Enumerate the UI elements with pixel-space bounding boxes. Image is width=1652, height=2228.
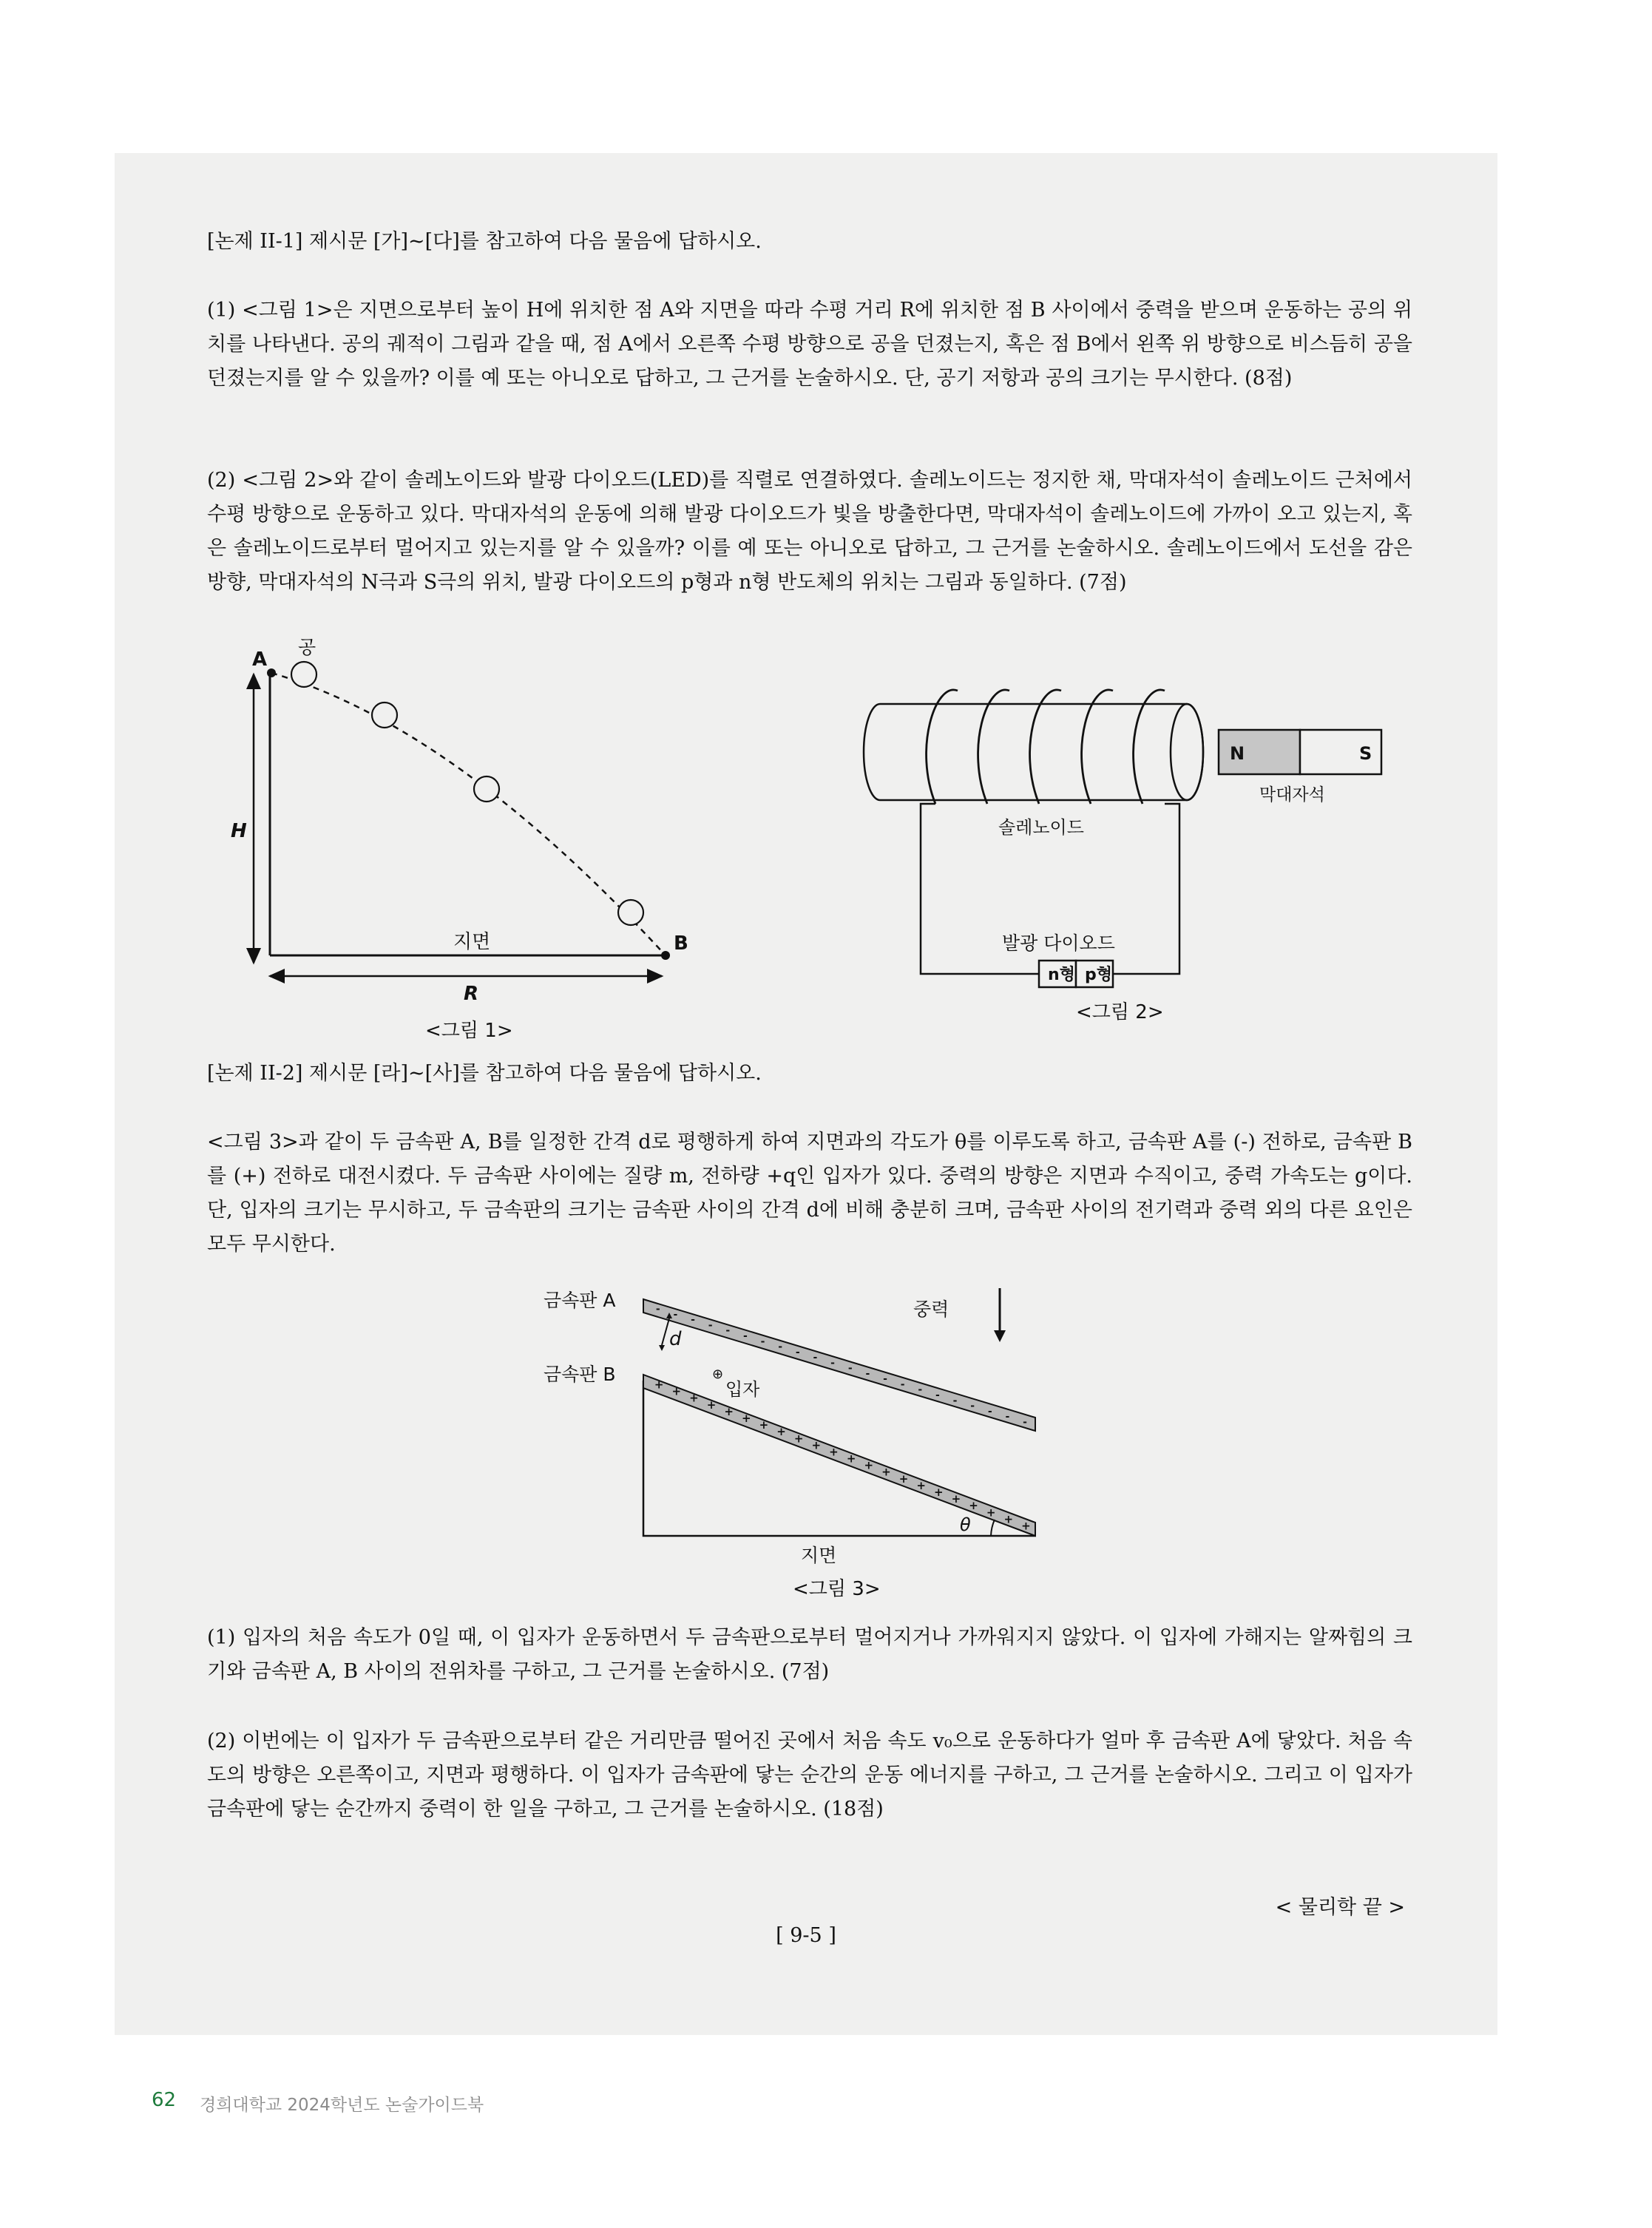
minus-charge: - — [883, 1373, 887, 1386]
label-led: 발광 다이오드 — [1002, 932, 1115, 954]
plus-charge: + — [793, 1432, 804, 1446]
plus-charge: + — [829, 1445, 839, 1459]
plus-charge: + — [742, 1412, 751, 1425]
question-2-heading: [논제 II-2] 제시문 [라]~[사]를 참고하여 다음 물음에 답하시오. — [207, 1062, 762, 1085]
plus-charge: + — [969, 1499, 978, 1513]
minus-charge: - — [830, 1357, 835, 1369]
plus-charge: + — [864, 1458, 874, 1472]
label-ground: 지면 — [801, 1545, 837, 1566]
point-a-dot — [267, 668, 276, 677]
minus-charge: - — [935, 1389, 940, 1401]
plus-charge: + — [951, 1492, 961, 1506]
label-magnet: 막대자석 — [1259, 785, 1325, 805]
minus-charge: - — [918, 1384, 923, 1396]
footer-title: 경희대학교 2024학년도 논술가이드북 — [200, 2096, 484, 2115]
question-2-part-1: (1) 입자의 처음 속도가 0일 때, 이 입자가 운동하면서 두 금속판으로부터 멀어지거나 가까워지지 않았다. 이 입자에 가해지는 알짜힘의 크기와 금속판 A, B 사이의 전위차를 구하고, 그 근거를 논술하시오. (7점) — [207, 1626, 1412, 1683]
plus-charge: + — [689, 1391, 699, 1405]
plus-charge: + — [706, 1398, 717, 1412]
particle-icon: ⊕ — [712, 1367, 724, 1382]
question-1-part-1: (1) <그림 1>은 지면으로부터 높이 H에 위치한 점 A와 지면을 따라 수평 거리 R에 위치한 점 B 사이에서 중력을 받으며 운동하는 공의 위치를 나타낸다. 공의 궤적이 그림과 같을 때, 점 A에서 오른쪽 수평 방향으로 공을 던졌는지, 혹은 점 B에서 왼쪽 위 방향으로 비스듬히 공을 던졌는지를 알 수 있을까? 이를 예 또는 아니오로 답하고, 그 근거를 논술하시오. 단, 공기 저항과 공의 크기는 무시한다. (8점) — [207, 299, 1412, 390]
label-plate-a: 금속판 A — [544, 1290, 616, 1311]
plus-charge: + — [1021, 1519, 1031, 1533]
minus-charge: - — [655, 1303, 660, 1316]
point-b-dot — [661, 951, 670, 960]
page-number-box: [ 9-5 ] — [776, 1924, 836, 1947]
label-r: R — [464, 983, 479, 1005]
label-a: A — [252, 649, 268, 671]
question-1-part-2: (2) <그림 2>와 같이 솔레노이드와 발광 다이오드(LED)를 직렬로 연결하였다. 솔레노이드는 정지한 채, 막대자석이 솔레노이드 근처에서 수평 방향으로 운동하고 있다. 막대자석의 운동에 의해 발광 다이오드가 빛을 방출한다면, 막대자석이 솔레노이드에 가까이 오고 있는지, 혹은 솔레노이드로부터 멀어지고 있는지를 알 수 있을까? 이를 예 또는 아니오로 답하고, 그 근거를 논술하시오. 솔레노이드에서 도선을 감은 방향, 막대자석의 N극과 S극의 위치, 발광 다이오드의 p형과 n형 반도체의 위치는 그림과 동일하다. (7점) — [207, 469, 1412, 594]
minus-charge: - — [813, 1352, 818, 1364]
plus-charge: + — [881, 1465, 891, 1479]
plus-charge: + — [724, 1404, 734, 1418]
footer-page-number: 62 — [152, 2089, 177, 2111]
minus-charge: - — [778, 1341, 783, 1353]
figure-2 — [854, 637, 1431, 1052]
minus-charge: - — [691, 1314, 695, 1327]
minus-charge: - — [865, 1367, 870, 1380]
minus-charge: - — [743, 1330, 748, 1342]
label-solenoid: 솔레노이드 — [998, 817, 1084, 838]
label-d: d — [669, 1328, 682, 1350]
ball — [291, 662, 316, 687]
figure-3-caption: <그림 3> — [793, 1578, 881, 1600]
figure-2-caption: <그림 2> — [1076, 1001, 1164, 1023]
exam-sheet — [115, 153, 1497, 2035]
label-h: H — [231, 820, 247, 842]
minus-charge: - — [725, 1324, 731, 1337]
figure-3 — [544, 1284, 1194, 1610]
question-2-intro: <그림 3>과 같이 두 금속판 A, B를 일정한 간격 d로 평행하게 하여 지면과의 각도가 θ를 이루도록 하고, 금속판 A를 (-) 전하로, 금속판 B를 (+) 전하로 대전시켰다. 두 금속판 사이에는 질량 m, 전하량 +q인 입자가 있다. 중력의 방향은 지면과 수직이고, 중력 가속도는 g이다. 단, 입자의 크기는 무시하고, 두 금속판의 크기는 금속판 사이의 간격 d에 비해 충분히 크며, 금속판 사이의 전기력과 중력 외의 다른 요인은 모두 무시한다. — [207, 1131, 1412, 1256]
ball — [372, 702, 397, 728]
minus-charge: - — [900, 1378, 905, 1391]
plus-charge: + — [776, 1425, 786, 1439]
question-1-heading: [논제 II-1] 제시문 [가]~[다]를 참고하여 다음 물음에 답하시오. — [207, 230, 762, 253]
minus-charge: - — [1023, 1416, 1027, 1429]
plus-charge: + — [934, 1486, 944, 1499]
plus-charge: + — [654, 1378, 664, 1392]
plus-charge: + — [1003, 1512, 1014, 1526]
end-mark: < 물리학 끝 > — [1275, 1896, 1405, 1919]
plus-charge: + — [671, 1384, 682, 1398]
plus-charge: + — [916, 1478, 926, 1492]
minus-charge: - — [760, 1335, 765, 1348]
label-gravity: 중력 — [913, 1298, 949, 1320]
label-s: S — [1359, 743, 1372, 764]
minus-charge: - — [795, 1346, 800, 1358]
ball — [474, 776, 499, 802]
question-2-part-2: (2) 이번에는 이 입자가 두 금속판으로부터 같은 거리만큼 떨어진 곳에서 처음 속도 v₀으로 운동하다가 얼마 후 금속판 A에 닿았다. 처음 속도의 방향은 오른쪽이고, 지면과 평행하다. 이 입자가 금속판에 닿는 순간의 운동 에너지를 구하고, 그 근거를 논술하시오. 그리고 이 입자가 금속판에 닿는 순간까지 중력이 한 일을 구하고, 그 근거를 논술하시오. (18점) — [207, 1730, 1412, 1821]
label-b: B — [674, 932, 688, 955]
plus-charge: + — [986, 1506, 996, 1520]
label-plate-b: 금속판 B — [544, 1364, 616, 1385]
minus-charge: - — [987, 1405, 992, 1418]
minus-charge: - — [970, 1400, 975, 1412]
label-theta: θ — [960, 1514, 971, 1535]
plus-charge: + — [898, 1472, 909, 1486]
label-p-type: p형 — [1085, 966, 1113, 984]
minus-charge: - — [1005, 1411, 1010, 1423]
figure-1 — [233, 637, 839, 1052]
plus-charge: + — [846, 1452, 856, 1466]
plate-a — [643, 1299, 1035, 1431]
label-ground: 지면 — [453, 931, 491, 953]
label-n: N — [1230, 743, 1245, 764]
plus-charge: + — [759, 1418, 769, 1432]
minus-charge: - — [847, 1362, 853, 1375]
plus-charge: + — [811, 1438, 822, 1452]
label-particle: 입자 — [725, 1379, 760, 1400]
ball — [618, 900, 643, 925]
minus-charge: - — [952, 1395, 958, 1407]
minus-charge: - — [708, 1319, 713, 1332]
figure-1-caption: <그림 1> — [425, 1020, 513, 1042]
label-n-type: n형 — [1048, 966, 1075, 984]
label-ball: 공 — [298, 637, 316, 658]
minus-charge: - — [673, 1308, 678, 1321]
